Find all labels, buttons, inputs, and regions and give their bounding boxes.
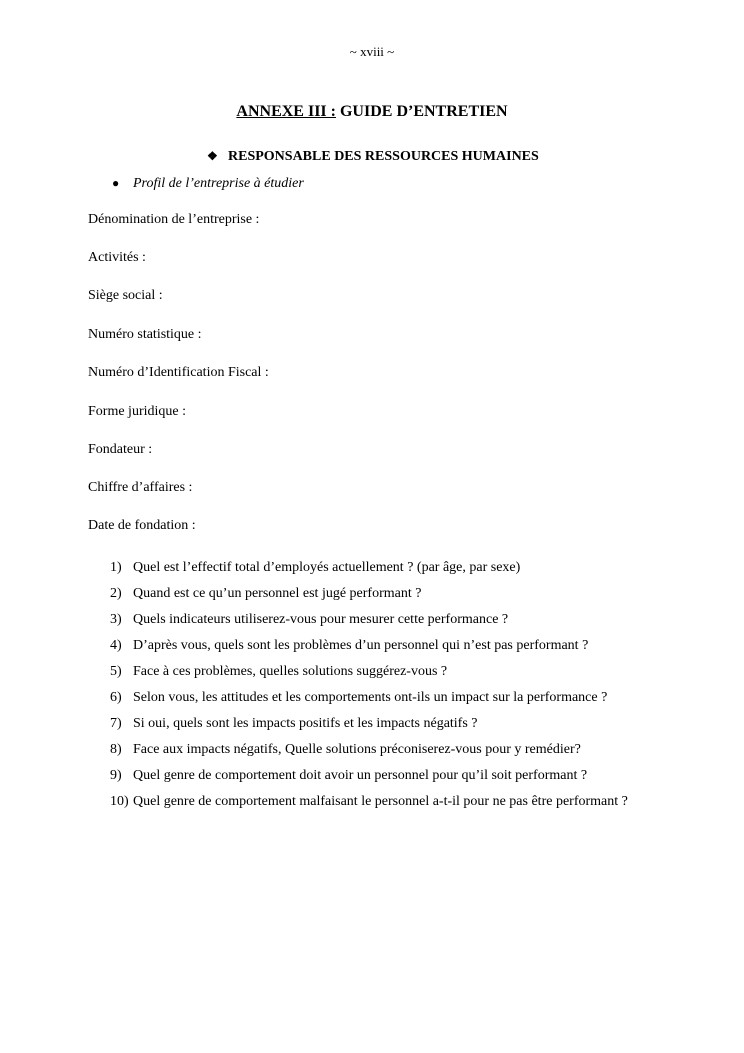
field-activites: Activités :: [88, 250, 146, 265]
section-heading: [207, 149, 539, 165]
question-number: 1): [110, 560, 122, 575]
question-text: Quel genre de comportement malfaisant le personnel a-t-il pour ne pas être performant ?: [133, 794, 628, 809]
question-text: Quel est l’effectif total d’employés actuellement ? (par âge, par sexe): [133, 560, 521, 575]
field-denomination: Dénomination de l’entreprise :: [88, 212, 260, 227]
field-nif: Numéro d’Identification Fiscal :: [88, 365, 269, 380]
page-number: ~ xviii ~: [349, 44, 395, 59]
question-text: Quels indicateurs utiliserez-vous pour mesurer cette performance ?: [133, 612, 509, 627]
field-numero-statistique: Numéro statistique :: [88, 327, 202, 342]
question-number: 6): [110, 690, 122, 705]
question-text: D’après vous, quels sont les problèmes d’un personnel qui n’est pas performant ?: [133, 638, 589, 653]
question-text: Selon vous, les attitudes et les comportements ont-ils un impact sur la performance ?: [133, 690, 608, 705]
page-title: [0, 103, 744, 121]
question-number: 3): [110, 612, 122, 627]
diamond-bullet-icon: ❖: [207, 149, 218, 163]
question-item: [110, 659, 656, 685]
question-number: 9): [110, 768, 122, 783]
question-item: [110, 633, 656, 659]
profile-subheading: [112, 176, 304, 192]
question-number: 4): [110, 638, 122, 653]
bullet-icon: ●: [112, 176, 120, 190]
field-siege-social: Siège social :: [88, 288, 163, 303]
question-item: [110, 789, 656, 815]
question-number: 8): [110, 742, 122, 757]
question-text: Quel genre de comportement doit avoir un personnel pour qu’il soit performant ?: [133, 768, 588, 783]
question-item: [110, 555, 656, 581]
question-text: Face aux impacts négatifs, Quelle solutions préconiserez-vous pour y remédier?: [133, 742, 581, 757]
field-date-fondation: Date de fondation :: [88, 518, 196, 533]
question-text: Si oui, quels sont les impacts positifs et les impacts négatifs ?: [133, 716, 478, 731]
question-text: Face à ces problèmes, quelles solutions suggérez-vous ?: [133, 664, 448, 679]
field-fondateur: Fondateur :: [88, 442, 153, 457]
question-number: 7): [110, 716, 122, 731]
question-item: [110, 763, 656, 789]
question-number: 5): [110, 664, 122, 679]
title-text: GUIDE D’ENTRETIEN: [335, 103, 508, 120]
field-chiffre-affaires: Chiffre d’affaires :: [88, 480, 193, 495]
question-text: Quand est ce qu’un personnel est jugé performant ?: [133, 586, 422, 601]
section-heading-text: RESPONSABLE DES RESSOURCES HUMAINES: [228, 149, 539, 164]
question-item: [110, 607, 656, 633]
question-item: [110, 711, 656, 737]
question-number: 2): [110, 586, 122, 601]
question-item: [110, 737, 656, 763]
profile-subheading-text: Profil de l’entreprise à étudier: [133, 176, 304, 191]
title-annex-label: ANNEXE III :: [236, 103, 336, 120]
question-number: 10): [110, 794, 129, 809]
question-item: [110, 685, 656, 711]
question-item: [110, 581, 656, 607]
field-forme-juridique: Forme juridique :: [88, 404, 186, 419]
